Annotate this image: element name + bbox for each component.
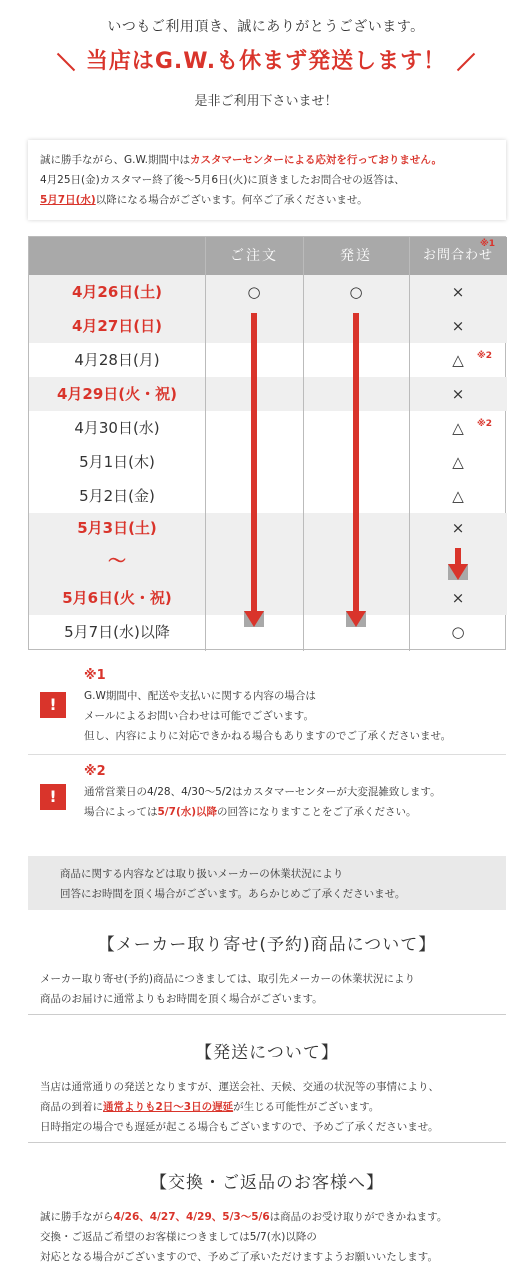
notice-line-1	[40, 150, 494, 170]
remark-2-line	[84, 802, 441, 822]
row-inquiry-mark: △	[452, 487, 464, 505]
arrow-down-icon	[244, 611, 264, 627]
headline-slash-left	[57, 53, 75, 71]
remark-1-line: 但し、内容によりに対応できかねる場合もありますのでご了承くださいませ。	[84, 730, 452, 742]
returns-section-line: 交換・ご返品ご希望のお客様につきましては5/7(水)以降の	[40, 1231, 317, 1243]
section-divider	[28, 1014, 506, 1015]
header-inquiry	[409, 237, 507, 275]
shipping-text-part: 商品の到着に	[40, 1101, 103, 1113]
row-date: 4月29日(火・祝)	[56, 385, 178, 403]
notice-line-2: 4月25日(金)カスタマー終了後～5月6日(火)に頂きましたお問合せの返答は、	[40, 174, 405, 186]
table-row	[29, 581, 507, 615]
notice-box	[28, 140, 506, 220]
remark-1-text	[84, 686, 451, 746]
arrow-down-icon	[448, 564, 468, 580]
exclamation-icon: !	[40, 784, 66, 810]
notice-text: 以降になる場合がございます。何卒ご了承くださいませ。	[95, 194, 368, 206]
row-date: 5月6日(火・祝)	[62, 589, 172, 607]
maker-notice-line: 回答にお時間を頂く場合がございます。あらかじめご了承くださいませ。	[60, 888, 406, 900]
row-inquiry-mark: △	[452, 351, 464, 369]
row-date: 4月26日(土)	[71, 283, 163, 301]
maker-section-line: 商品のお届けに通常よりもお時間を頂く場合がございます。	[40, 993, 323, 1005]
greeting-text: いつもご利用頂き、誠にありがとうございます。	[107, 19, 425, 35]
table-row	[29, 411, 507, 445]
remark-2-text	[84, 782, 441, 822]
returns-section-text	[28, 1207, 506, 1267]
remark-1-line: G.W期間中、配送や支払いに関する内容の場合は	[84, 690, 316, 702]
row-order-mark: ○	[247, 283, 261, 301]
arrow-shaft	[353, 313, 359, 615]
table-row	[29, 543, 507, 581]
remark-2-title: ※2	[84, 764, 106, 779]
row-date: 5月2日(金)	[79, 487, 155, 505]
table-header	[29, 237, 507, 275]
arrow-down-icon	[346, 611, 366, 627]
headline-slash-right	[457, 53, 475, 71]
returns-section-line	[40, 1207, 506, 1227]
schedule-table	[28, 236, 506, 650]
shipping-section-title: 【発送について】	[195, 1043, 339, 1063]
row-date: ～	[108, 551, 126, 572]
row-date: 4月27日(日)	[71, 317, 163, 335]
remark-2-line: 通常営業日の4/28、4/30～5/2はカスタマーセンターが大変混雑致します。	[84, 786, 441, 798]
returns-dates-highlight: 4/26、4/27、4/29、5/3～5/6	[113, 1211, 270, 1223]
table-row	[29, 445, 507, 479]
shipping-section	[28, 1038, 506, 1137]
returns-section	[28, 1168, 506, 1267]
remark-2-text-part: の回答になりますことをご了承ください。	[217, 806, 417, 818]
row-inquiry-mark: △	[452, 419, 464, 437]
remark-1	[28, 666, 506, 750]
header-inquiry-label: お問合わせ	[422, 248, 493, 263]
row-date: 5月1日(木)	[79, 453, 155, 471]
row-inquiry-mark: ×	[451, 283, 465, 301]
maker-section-text	[28, 969, 506, 1009]
headline	[0, 44, 532, 75]
maker-notice-line: 商品に関する内容などは取り扱いメーカーの休業状況により	[60, 868, 344, 880]
notice-text: 誠に勝手ながら、G.W.期間中は	[40, 154, 190, 166]
remark-2-highlight: 5/7(水)以降	[157, 806, 218, 818]
maker-section	[28, 930, 506, 1009]
divider	[28, 754, 506, 755]
returns-section-line: 対応となる場合がございますので、予めご了承いただけますようお願いいたします。	[40, 1251, 438, 1263]
returns-text-part: は商品のお受け取りができかねます。	[269, 1211, 448, 1223]
shipping-section-line	[40, 1097, 506, 1117]
table-row	[29, 479, 507, 513]
maker-section-title: 【メーカー取り寄せ(予約)商品について】	[97, 935, 437, 955]
row-inquiry-mark: △	[452, 453, 464, 471]
shipping-section-line: 当店は通常通りの発送となりますが、運送会社、天候、交通の状況等の事情により、	[40, 1081, 439, 1093]
header-order: ご注文	[230, 248, 278, 264]
shipping-section-text	[28, 1077, 506, 1137]
row-date: 4月28日(月)	[74, 351, 160, 369]
table-row	[29, 275, 507, 309]
shipping-section-line: 日時指定の場合でも遅延が起こる場合もございますので、予めご了承くださいませ。	[40, 1121, 439, 1133]
subheadline: 是非ご利用下さいませ！	[194, 94, 338, 109]
table-row	[29, 377, 507, 411]
row-date: 5月3日(土)	[77, 519, 157, 537]
table-row	[29, 615, 507, 649]
row-inquiry-mark: ×	[451, 385, 465, 403]
notice-highlight: カスタマーセンターによる応対を行っておりません。	[190, 154, 442, 166]
row-inquiry-mark: ○	[451, 623, 465, 641]
column-divider	[303, 237, 304, 651]
header-shipping: 発送	[340, 248, 372, 264]
row-inquiry-mark: ×	[451, 519, 465, 537]
row-shipping-mark: ○	[349, 283, 363, 301]
exclamation-icon: !	[40, 692, 66, 718]
row-date: 5月7日(水)以降	[64, 623, 170, 641]
remark-2	[28, 762, 506, 832]
row-inquiry-mark: ×	[451, 317, 465, 335]
shipping-text-part: が生じる可能性がございます。	[233, 1101, 380, 1113]
row-inquiry-mark: ×	[451, 589, 465, 607]
maker-section-line: メーカー取り寄せ(予約)商品につきましては、取引先メーカーの休業状況により	[40, 973, 416, 985]
row-inquiry-note: ※2	[477, 419, 493, 429]
remark-2-text-part: 場合によっては	[84, 806, 158, 818]
headline-text: 当店はG.W.も休まず発送します！	[85, 49, 447, 74]
notice-date-highlight: 5月7日(水)	[40, 194, 96, 206]
table-row	[29, 343, 507, 377]
column-divider	[409, 237, 410, 651]
remark-1-title: ※1	[84, 668, 106, 683]
arrow-shaft	[251, 313, 257, 615]
row-inquiry-note: ※2	[477, 351, 493, 361]
table-row	[29, 309, 507, 343]
remark-1-line: メールによるお問い合わせは可能でございます。	[84, 710, 314, 722]
row-date: 4月30日(水)	[74, 419, 160, 437]
notice-line-3	[40, 190, 494, 210]
returns-text-part: 誠に勝手ながら	[40, 1211, 114, 1223]
maker-notice-box	[28, 856, 506, 910]
header-inquiry-note: ※1	[479, 239, 495, 249]
column-divider	[205, 237, 206, 651]
table-row	[29, 513, 507, 543]
returns-section-title: 【交換・ご返品のお客様へ】	[150, 1173, 384, 1193]
shipping-delay-highlight: 通常よりも2日～3日の遅延	[103, 1101, 234, 1113]
section-divider	[28, 1142, 506, 1143]
